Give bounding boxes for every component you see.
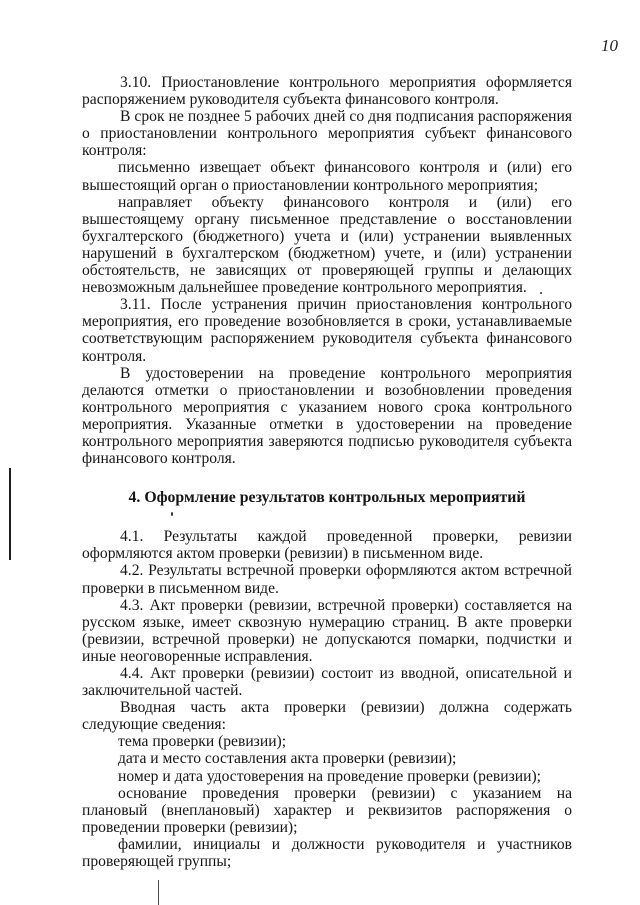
margin-line [9,468,11,560]
list-item-certificate-number: номер и дата удостоверения на проведение проверки (ревизии); [118,767,541,785]
document-body [82,74,572,870]
paragraph-4-4: 4.4. Акт проверки (ревизии) состоит из вводной, описательной и заключительной частей. [82,665,572,700]
paragraph-notify: письменно извещает объект финансового контроля и (или) его вышестоящий орган о приостановлении контрольного мероприятия; [82,159,572,194]
list-item-basis: основание проведения проверки (ревизии) с указанием на плановый (внеплановый) характер и реквизитов распоряжения о проведении проверки (ревизии); [82,784,572,836]
page-number: 10 [601,36,618,55]
binding-mark [158,880,159,905]
paragraph-suspension-deadline: В срок не позднее 5 рабочих дней со дня подписания распоряжения о приостановлении контрольного мероприятия субъект финансового контроля: [82,108,572,160]
paragraph-4-1: 4.1. Результаты каждой проведенной проверки, ревизии оформляются актом проверки (ревизии) в письменном виде. [82,528,572,563]
paragraph-intro-part: Вводная часть акта проверки (ревизии) должна содержать следующие сведения: [82,699,572,734]
paragraph-3-10: 3.10. Приостановление контрольного мероприятия оформляется распоряжением руководителя субъекта финансового контроля. [82,74,572,109]
list-item-group-members: фамилии, инициалы и должности руководителя и участников проверяющей группы; [82,835,572,871]
paragraph-3-11: 3.11. После устранения причин приостановления контрольного мероприятия, его проведение возобновляется в сроки, устанавливаемые соответствующим распоряжением руководителя субъекта финансового контроля. [82,296,572,365]
list-item-topic: тема проверки (ревизии); [118,733,287,751]
paragraph-certificate-marks: В удостоверении на проведение контрольного мероприятия делаются отметки о приостановлении и возобновлении проведения контрольного мероприятия с указанием нового срока контрольного мероприятия. Указанные отметки в удостоверении на проведение контрольного мероприятия заверяются подписью руководителя субъекта финансового контроля. [82,364,572,468]
paragraph-4-2: 4.2. Результаты встречной проверки оформляются актом встречной проверки в письменном виде. [82,562,572,597]
paragraph-send-representation: направляет объекту финансового контроля и (или) его вышестоящему органу письменное представление о восстановлении бухгалтерского (бюджетного) учета и (или) устранении выявленных нарушений в бухгалтерском (бюджетном) учете, и (или) устранении обстоятельств, не зависящих от проверяющей группы и делающих невозможным дальнейшее проведение контрольного мероприятия. [82,193,572,297]
list-item-date-place: дата и место составления акта проверки (ревизии); [118,750,457,768]
paragraph-4-3: 4.3. Акт проверки (ревизии, встречной проверки) составляется на русском языке, имеет сквозную нумерацию страниц. В акте проверки (ревизии, встречной проверки) не допускаются помарки, подчистки и иные неоговоренные исправления. [82,596,572,665]
section-4-heading: 4. Оформление результатов контрольных мероприятий [128,489,526,507]
